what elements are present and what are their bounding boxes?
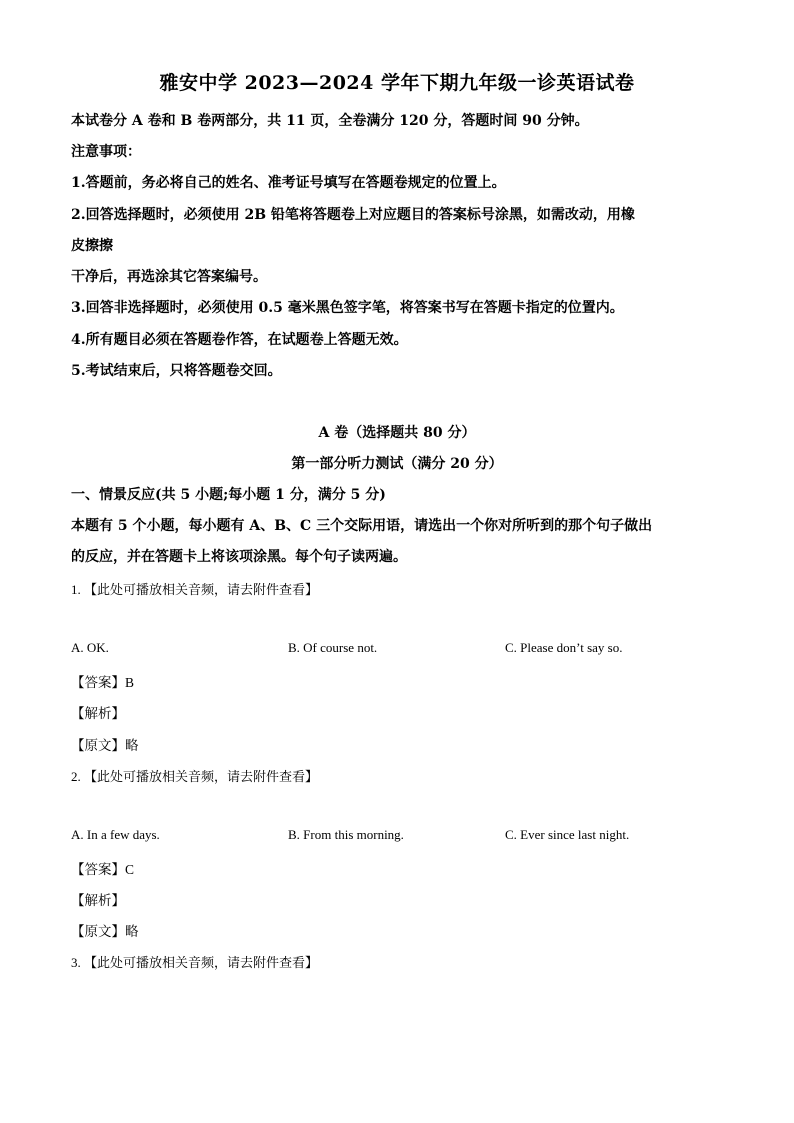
original-label: 【原文】略 — [71, 924, 139, 939]
analysis-label: 【解析】 — [71, 893, 125, 908]
instruction-line: 的反应，并在答题卡上将该项涂黑。每个句子读两遍。 — [71, 549, 407, 565]
option-b: B. From this morning. — [288, 827, 404, 842]
option-a: A. In a few days. — [71, 827, 160, 842]
section1-heading: 一、情景反应(共 5 小题;每小题 1 分，满分 5 分) — [71, 487, 386, 503]
page-title: 雅安中学 2023—2024 学年下期九年级一诊英语试卷 — [159, 72, 635, 94]
question-prompt: 2. 【此处可播放相关音频，请去附件查看】 — [71, 769, 319, 784]
part1-heading: 第一部分听力测试（满分 20 分） — [291, 456, 503, 472]
answer-label: 【答案】B — [71, 675, 135, 690]
option-a: A. OK. — [71, 640, 109, 655]
note-line: 干净后，再选涂其它答案编号。 — [71, 269, 267, 285]
note-line: 4.所有题目必须在答题卷作答，在试题卷上答题无效。 — [71, 332, 408, 348]
question-prompt: 1. 【此处可播放相关音频，请去附件查看】 — [71, 582, 319, 597]
option-b: B. Of course not. — [288, 640, 378, 655]
instruction-line: 本题有 5 个小题，每小题有 A、B、C 三个交际用语，请选出一个你对所听到的那个句子做出 — [71, 518, 653, 534]
note-line: 3.回答非选择题时，必须使用 0.5 毫米黑色签字笔，将答案书写在答题卡指定的位置内。 — [71, 300, 624, 316]
exam-intro: 本试卷分 A 卷和 B 卷两部分，共 11 页，全卷满分 120 分，答题时间 90 分钟。 — [71, 113, 589, 129]
analysis-label: 【解析】 — [71, 706, 125, 721]
note-line: 2.回答选择题时，必须使用 2B 铅笔将答题卷上对应题目的答案标号涂黑，如需改动，用橡 — [71, 207, 635, 223]
option-c: C. Please don’t say so. — [505, 640, 623, 655]
note-line: 皮擦擦 — [71, 238, 113, 254]
note-line: 1.答题前，务必将自己的姓名、准考证号填写在答题卷规定的位置上。 — [71, 175, 506, 191]
note-line: 5.考试结束后，只将答题卷交回。 — [71, 363, 282, 379]
question-prompt: 3. 【此处可播放相关音频，请去附件查看】 — [71, 955, 319, 970]
volume-a-heading: A 卷（选择题共 80 分） — [318, 425, 476, 441]
answer-label: 【答案】C — [71, 862, 135, 877]
notes-heading: 注意事项： — [71, 144, 141, 160]
option-c: C. Ever since last night. — [505, 827, 630, 842]
original-label: 【原文】略 — [71, 738, 139, 753]
